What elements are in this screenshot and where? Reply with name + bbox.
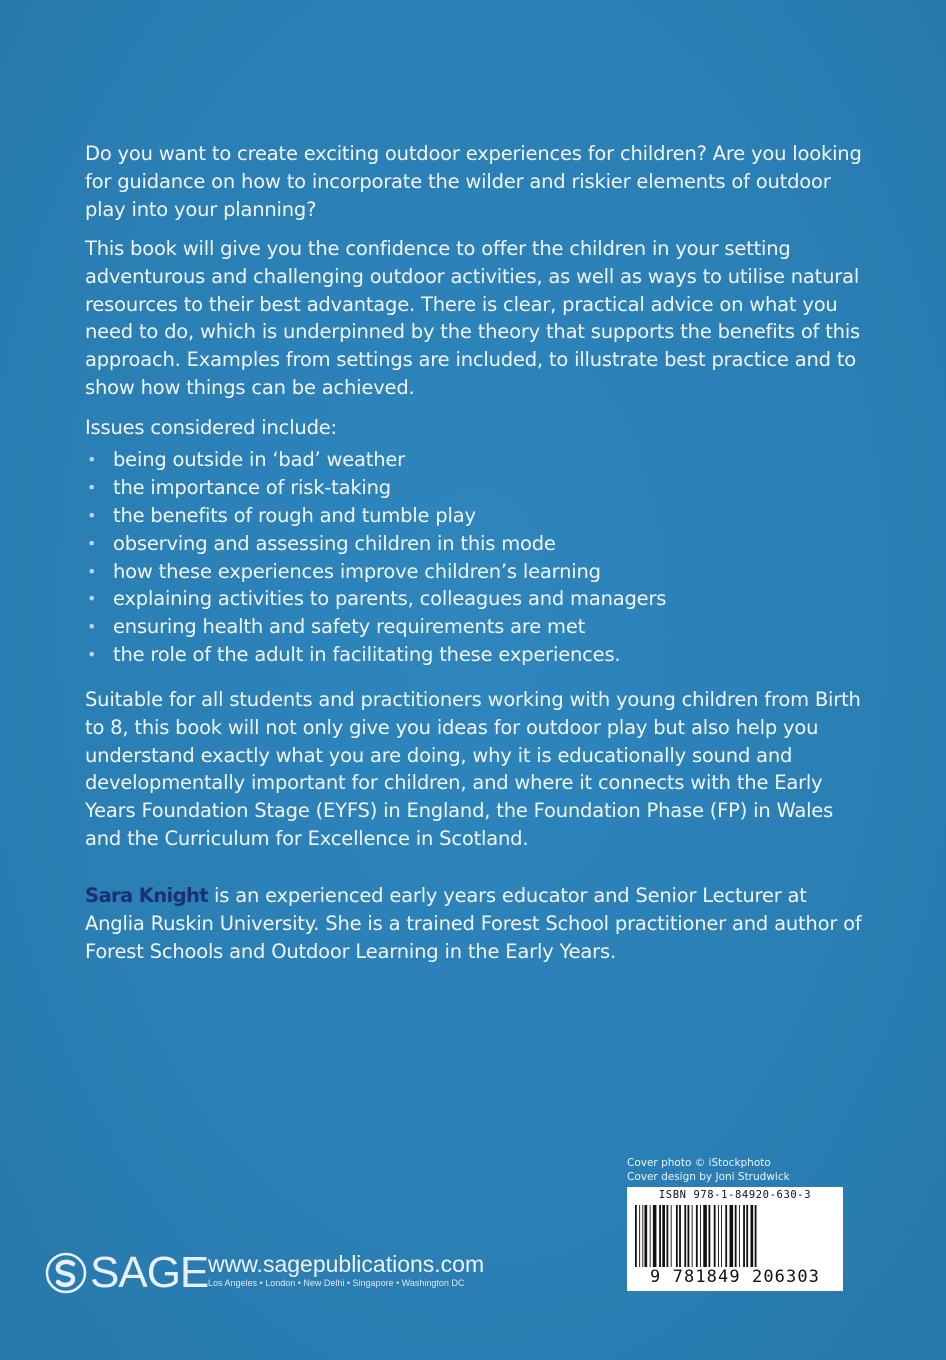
list-item: • how these experiences improve children’s learning [85,558,666,586]
author-name: Sara Knight [85,884,209,907]
bullet-icon: • [87,645,97,665]
photo-credit: Cover photo © iStockphoto [627,1157,771,1169]
author-bio: is an experienced early years educator and Senior Lecturer at Anglia Ruskin University. She is a trained Forest School practitioner and author of Forest Schools and Outdoor Learning in the Early Years. [85,884,862,963]
bullet-icon: • [87,561,97,581]
issues-list [85,446,666,669]
cover-credits [627,1156,790,1184]
author-paragraph [85,882,865,965]
bullet-icon: • [87,617,97,637]
bullet-icon: • [87,533,97,553]
suitability-paragraph: Suitable for all students and practitioners working with young children from Birth to 8, this book will not only give you ideas for outdoor play but also help you understand exactly what you are doing, why it is educationally sound and developmentally important for children, and where it connects with the Early Years Foundation Stage (EYFS) in England, the Foundation Phase (FP) in Wales and the Curriculum for Excellence in Scotland. [85,688,861,850]
bullet-icon: • [87,589,97,609]
design-credit: Cover design by Joni Strudwick [627,1171,790,1183]
issues-heading: Issues considered include: [85,416,337,439]
bullet-icon: • [87,450,97,469]
bullet-icon: • [87,505,97,525]
list-item: • the role of the adult in facilitating these experiences. [85,641,666,669]
sage-logo-icon [45,1252,87,1294]
list-item: • explaining activities to parents, colleagues and managers [85,585,666,613]
list-item: • being outside in ‘bad’ weather [85,446,666,474]
list-item: • the importance of risk-taking [85,474,666,502]
list-item: • ensuring health and safety requirements are met [85,613,666,641]
isbn-label: ISBN 978-1-84920-630-3 [658,1189,812,1201]
description-paragraph: This book will give you the confidence to offer the children in your setting adventurous and challenging outdoor activities, as well as ways to utilise natural resources to their best advantage. There is clear, practical advice on what you need to do, which is underpinned by the theory that supports the benefits of this approach. Examples from settings are included, to illustrate best practice and to show how things can be achieved. [85,237,861,399]
isbn-barcode [627,1187,843,1291]
bullet-icon: • [87,477,97,497]
list-item: • the benefits of rough and tumble play [85,502,666,530]
intro-paragraph: Do you want to create exciting outdoor experiences for children? Are you looking for guidance on how to incorporate the wilder and riskier elements of outdoor play into your planning? [85,142,862,221]
barcode-bars [633,1205,837,1267]
publisher-url[interactable]: www.sagepublications.com [208,1251,485,1277]
publisher-name: SAGE [90,1248,209,1297]
list-item: • observing and assessing children in this mode [85,530,666,558]
publisher-cities: Los Angeles • London • New Delhi • Singapore • Washington DC [208,1278,465,1288]
barcode-digits: 9 781849 206303 [649,1267,821,1287]
